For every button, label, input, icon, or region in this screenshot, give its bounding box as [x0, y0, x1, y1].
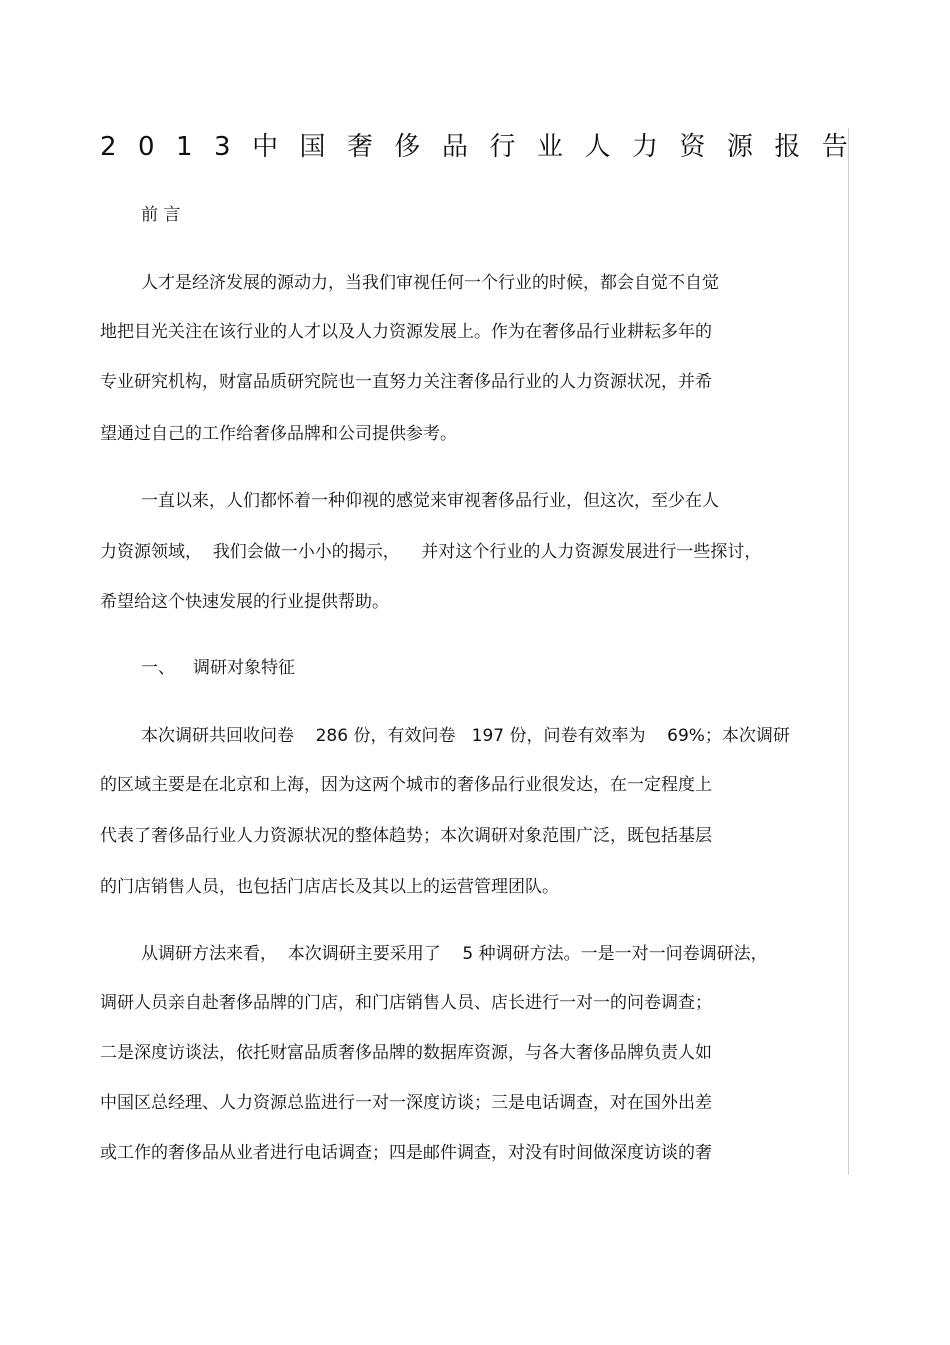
paragraph-line: 或工作的奢侈品从业者进行电话调查；四是邮件调查，对没有时间做深度访谈的奢	[100, 1143, 712, 1163]
paragraph-line: 一直以来，人们都怀着一种仰视的感觉来审视奢侈品行业，但这次，至少在人	[141, 491, 719, 511]
section-title: 调研对象特征	[193, 658, 295, 678]
title-char: 1	[176, 132, 193, 162]
paragraph-line: 中国区总经理、人力资源总监进行一对一深度访谈；三是电话调查，对在国外出差	[100, 1093, 712, 1113]
preface-heading: 前 言	[141, 205, 181, 225]
title-char: 力	[631, 132, 658, 162]
title-char: 0	[138, 132, 155, 162]
title-char: 告	[821, 132, 848, 162]
paragraph-line: 调研人员亲自赴奢侈品牌的门店，和门店销售人员、店长进行一对一的问卷调查；	[100, 993, 712, 1013]
paragraph-line: 望通过自己的工作给奢侈品牌和公司提供参考。	[100, 424, 457, 444]
paragraph-line: 二是深度访谈法，依托财富品质奢侈品牌的数据库资源，与各大奢侈品牌负责人如	[100, 1043, 712, 1063]
title-char: 人	[584, 132, 611, 162]
paragraph-line: 的门店销售人员，也包括门店店长及其以上的运营管理团队。	[100, 877, 559, 897]
paragraph-line: 本次调研共回收问卷 286 份，有效问卷 197 份，问卷有效率为 69%；本次调研	[141, 726, 790, 746]
paragraph-line: 力资源领域， 我们会做一小小的揭示， 并对这个行业的人力资源发展进行一些探讨，	[100, 542, 762, 562]
title-char: 业	[536, 132, 563, 162]
title-char: 资	[679, 132, 706, 162]
page-border	[848, 128, 849, 1175]
paragraph-line: 的区域主要是在北京和上海，因为这两个城市的奢侈品行业很发达，在一定程度上	[100, 775, 712, 795]
paragraph-line: 代表了奢侈品行业人力资源状况的整体趋势；本次调研对象范围广泛，既包括基层	[100, 826, 712, 846]
title-char: 报	[774, 132, 801, 162]
paragraph-line: 专业研究机构，财富品质研究院也一直努力关注奢侈品行业的人力资源状况，并希	[100, 372, 712, 392]
title-char: 品	[442, 132, 469, 162]
title-char: 2	[100, 132, 117, 162]
title-char: 奢	[347, 132, 374, 162]
document-title	[100, 128, 848, 166]
paragraph-line: 人才是经济发展的源动力，当我们审视任何一个行业的时候，都会自觉不自觉	[141, 273, 719, 293]
title-char: 中	[252, 132, 279, 162]
title-char: 国	[299, 132, 326, 162]
paragraph-line: 地把目光关注在该行业的人才以及人力资源发展上。作为在奢侈品行业耕耘多年的	[100, 322, 712, 342]
title-char: 源	[726, 132, 753, 162]
paragraph-line: 从调研方法来看， 本次调研主要采用了 5 种调研方法。一是一对一问卷调研法，	[141, 944, 768, 964]
title-char: 行	[489, 132, 516, 162]
paragraph-line: 希望给这个快速发展的行业提供帮助。	[100, 592, 389, 612]
title-char: 侈	[394, 132, 421, 162]
section-number: 一、	[141, 658, 175, 678]
title-char: 3	[214, 132, 231, 162]
